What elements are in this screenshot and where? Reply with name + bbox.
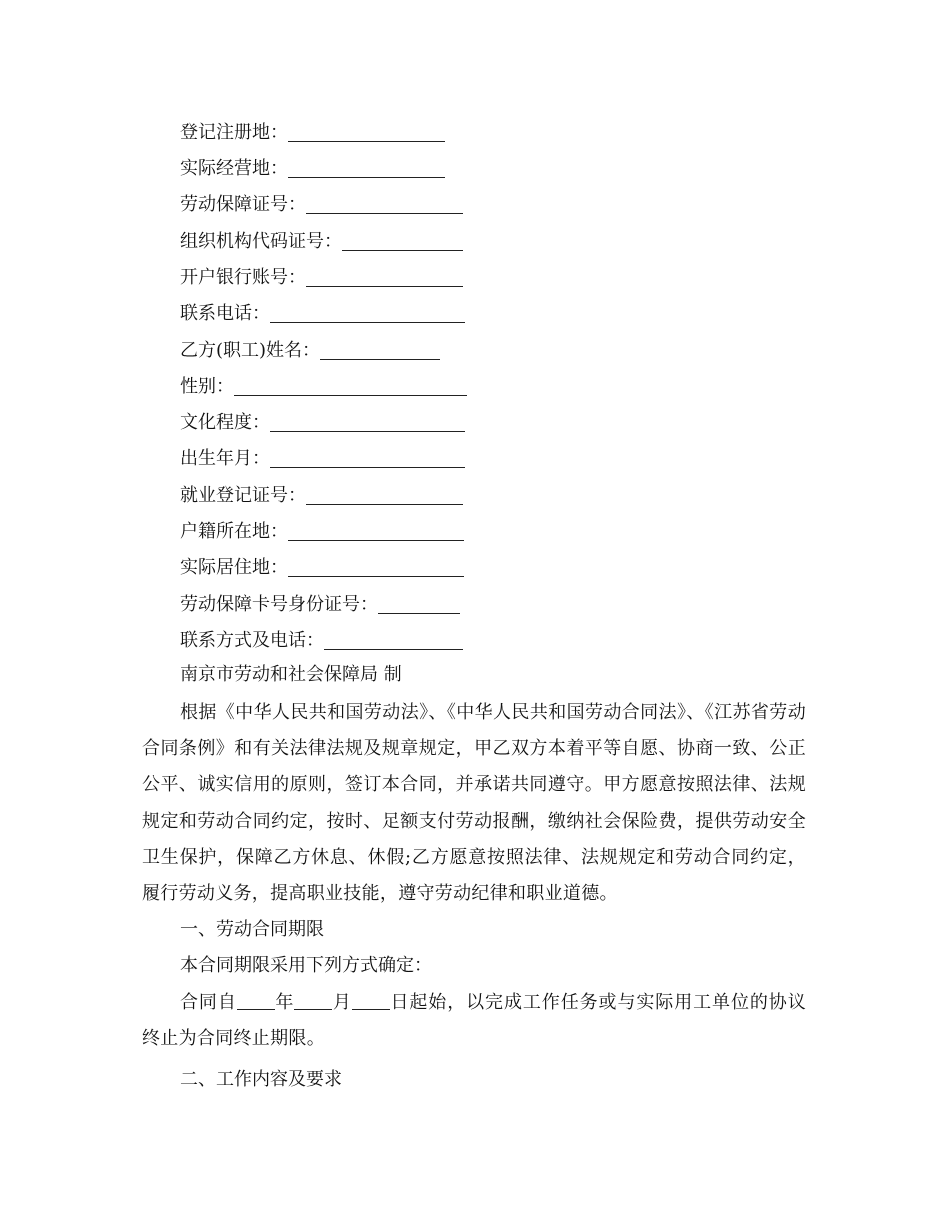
field-labor-security-number xyxy=(180,190,463,218)
field-residence xyxy=(180,553,464,581)
field-gender xyxy=(180,372,467,400)
fill-in-line[interactable] xyxy=(342,230,463,251)
field-label: 开户银行账号： xyxy=(180,267,306,288)
section-heading-term: 一、劳动合同期限 xyxy=(180,919,324,940)
section-heading-work: 二、工作内容及要求 xyxy=(180,1069,342,1090)
fill-in-line[interactable] xyxy=(306,193,463,214)
field-label: 实际居住地： xyxy=(180,557,288,578)
field-label: 出生年月： xyxy=(180,448,270,469)
term-month: 月 xyxy=(332,992,352,1013)
term-year: 年 xyxy=(274,992,295,1013)
field-label: 组织机构代码证号： xyxy=(180,231,342,252)
field-business-address xyxy=(180,154,445,182)
term-intro: 本合同期限采用下列方式确定： xyxy=(180,955,432,976)
field-registered-address xyxy=(180,118,445,146)
issuer-line: 南京市劳动和社会保障局 制 xyxy=(180,664,402,685)
fill-in-line[interactable] xyxy=(288,520,464,541)
field-employee-name xyxy=(180,336,440,364)
field-label: 就业登记证号： xyxy=(180,485,306,506)
month-blank[interactable] xyxy=(294,991,332,1010)
fill-in-line[interactable] xyxy=(234,375,467,396)
field-education xyxy=(180,408,465,436)
fill-in-line[interactable] xyxy=(288,556,464,577)
field-label: 登记注册地： xyxy=(180,122,288,143)
field-bank-account xyxy=(180,263,463,291)
term-rest: 日起始，以完成工作任务或与实际用工单位的协议终止为合同终止期限。 xyxy=(142,992,806,1050)
field-phone xyxy=(180,299,465,327)
field-label: 联系电话： xyxy=(180,303,270,324)
field-label: 劳动保障卡号身份证号： xyxy=(180,594,378,615)
field-label: 联系方式及电话： xyxy=(180,630,324,651)
fill-in-line[interactable] xyxy=(306,266,463,287)
field-label: 劳动保障证号： xyxy=(180,194,306,215)
field-household-registration xyxy=(180,517,464,545)
day-blank[interactable] xyxy=(352,991,390,1010)
fill-in-line[interactable] xyxy=(288,121,445,142)
field-employment-registration xyxy=(180,481,463,509)
fill-in-line[interactable] xyxy=(378,593,460,614)
term-prefix: 合同自 xyxy=(180,992,237,1013)
field-organization-code xyxy=(180,227,463,255)
fill-in-line[interactable] xyxy=(306,484,463,505)
field-label: 实际经营地： xyxy=(180,158,288,179)
field-label: 性别： xyxy=(180,376,234,397)
fill-in-line[interactable] xyxy=(270,302,465,323)
fill-in-line[interactable] xyxy=(324,629,463,650)
field-id-number xyxy=(180,590,460,618)
preamble-paragraph: 根据《中华人民共和国劳动法》、《中华人民共和国劳动合同法》、《江苏省劳动合同条例》和有关法律法规及规章规定，甲乙双方本着平等自愿、协商一致、公正公平、诚实信用的原则，签订本合同，并承诺共同遵守。甲方愿意按照法律、法规规定和劳动合同约定，按时、足额支付劳动报酬，缴纳社会保险费，提供劳动安全卫生保护，保障乙方休息、休假;乙方愿意按照法律、法规规定和劳动合同约定，履行劳动义务，提高职业技能，遵守劳动纪律和职业道德。 xyxy=(142,702,806,905)
year-blank[interactable] xyxy=(237,991,275,1010)
field-contact xyxy=(180,626,463,654)
field-label: 户籍所在地： xyxy=(180,521,288,542)
fill-in-line[interactable] xyxy=(270,447,465,468)
field-label: 文化程度： xyxy=(180,412,270,433)
field-birth-date xyxy=(180,444,465,472)
field-label: 乙方(职工)姓名： xyxy=(180,340,321,361)
fill-in-line[interactable] xyxy=(320,339,440,360)
fill-in-line[interactable] xyxy=(288,157,445,178)
fill-in-line[interactable] xyxy=(270,411,465,432)
term-paragraph xyxy=(142,985,806,1057)
